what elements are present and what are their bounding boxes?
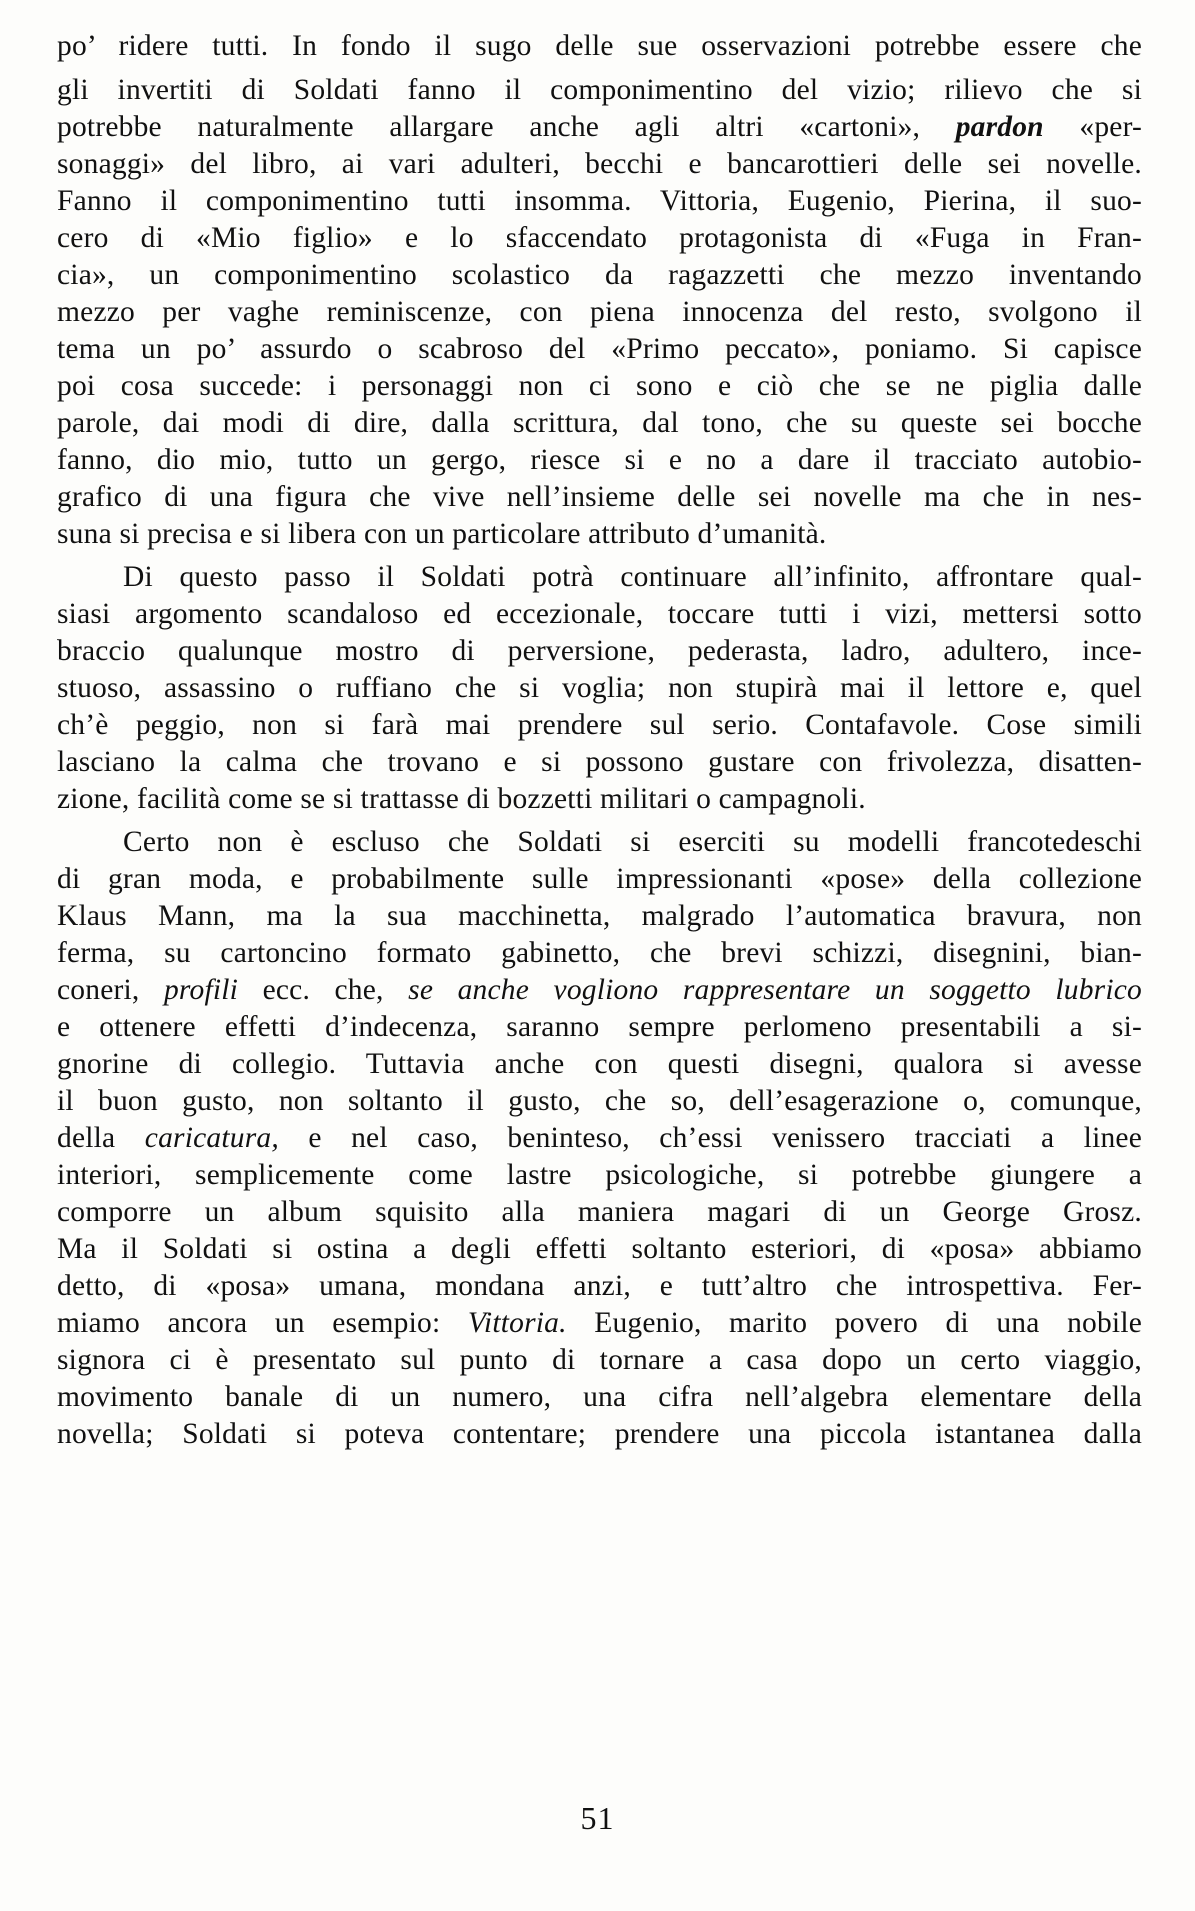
text-line: sonaggi» del libro, ai vari adulteri, becchi e bancarottieri delle sei novelle. [57, 148, 1142, 180]
text-line: grafico di una figura che vive nell’insieme delle sei novelle ma che in nes- [57, 481, 1142, 513]
text-line: po’ ridere tutti. In fondo il sugo delle sue osservazioni potrebbe essere che [57, 30, 1142, 62]
text-line: Fanno il componimentino tutti insomma. Vittoria, Eugenio, Pierina, il suo- [57, 185, 1142, 217]
text-line: il buon gusto, non soltanto il gusto, che so, dell’esagerazione o, comunque, [57, 1085, 1142, 1117]
text-line: parole, dai modi di dire, dalla scrittura, dal tono, che su queste sei bocche [57, 407, 1142, 439]
text-line: comporre un album squisito alla maniera magari di un George Grosz. [57, 1196, 1142, 1228]
text-line: siasi argomento scandaloso ed eccezionale, toccare tutti i vizi, mettersi sotto [57, 598, 1142, 630]
text-line: cero di «Mio figlio» e lo sfaccendato protagonista di «Fuga in Fran- [57, 222, 1142, 254]
text-line: signora ci è presentato sul punto di tornare a casa dopo un certo viaggio, [57, 1344, 1142, 1376]
text-line: movimento banale di un numero, una cifra nell’algebra elementare della [57, 1381, 1142, 1413]
italic-word: caricatura, [144, 1122, 279, 1154]
text-line: ch’è peggio, non si farà mai prendere sul serio. Contafavole. Cose simili [57, 709, 1142, 741]
text-line: Ma il Soldati si ostina a degli effetti soltanto esteriori, di «posa» abbiamo [57, 1233, 1142, 1265]
text-line: stuoso, assassino o ruffiano che si voglia; non stupirà mai il lettore e, quel [57, 672, 1142, 704]
text-line: zione, facilità come se si trattasse di bozzetti militari o campagnoli. [57, 783, 866, 815]
text-line: coneri, profili ecc. che, se anche vogliono rappresentare un soggetto lubrico [57, 974, 1142, 1006]
text-line: suna si precisa e si libera con un particolare attributo d’umanità. [57, 518, 827, 550]
text-line: di gran moda, e probabilmente sulle impressionanti «pose» della collezione [57, 863, 1142, 895]
text-line: Certo non è escluso che Soldati si eserciti su modelli francotedeschi [123, 826, 1142, 858]
text-line: interiori, semplicemente come lastre psicologiche, si potrebbe giungere a [57, 1159, 1142, 1191]
text-line: detto, di «posa» umana, mondana anzi, e tutt’altro che introspettiva. Fer- [57, 1270, 1142, 1302]
text-line: e ottenere effetti d’indecenza, saranno sempre perlomeno presentabili a si- [57, 1011, 1142, 1043]
italic-word: profili [163, 974, 239, 1006]
text-line: tema un po’ assurdo o scabroso del «Primo peccato», poniamo. Si capisce [57, 333, 1142, 365]
text-line: Klaus Mann, ma la sua macchinetta, malgrado l’automatica bravura, non [57, 900, 1142, 932]
text-line: mezzo per vaghe reminiscenze, con piena innocenza del resto, svolgono il [57, 296, 1142, 328]
page-number: 51 [580, 1800, 615, 1836]
text-line: Di questo passo il Soldati potrà continuare all’infinito, affrontare qual- [123, 561, 1142, 593]
text-line: lasciano la calma che trovano e si possono gustare con frivolezza, disatten- [57, 746, 1142, 778]
text-line: ferma, su cartoncino formato gabinetto, che brevi schizzi, disegnini, bian- [57, 937, 1142, 969]
text-line: miamo ancora un esempio: Vittoria. Eugenio, marito povero di una nobile [57, 1307, 1143, 1339]
italic-word: Vittoria. [467, 1307, 567, 1339]
text-line: della caricatura, e nel caso, beninteso, ch’essi venissero tracciati a linee [57, 1122, 1143, 1154]
text-line: fanno, dio mio, tutto un gergo, riesce si e no a dare il tracciato autobio- [57, 444, 1142, 476]
italic-word: pardon [955, 111, 1044, 143]
italic-phrase: se anche vogliono rappresentare un soggetto lubrico [408, 974, 1142, 1006]
text-line: potrebbe naturalmente allargare anche agli altri «cartoni», pardon «per- [57, 111, 1143, 143]
text-line: poi cosa succede: i personaggi non ci sono e ciò che se ne piglia dalle [57, 370, 1142, 402]
text-line: gli invertiti di Soldati fanno il componimentino del vizio; rilievo che si [57, 74, 1142, 106]
text-line: novella; Soldati si poteva contentare; prendere una piccola istantanea dalla [57, 1418, 1142, 1450]
text-line: cia», un componimentino scolastico da ragazzetti che mezzo inventando [57, 259, 1142, 291]
text-line: gnorine di collegio. Tuttavia anche con questi disegni, qualora si avesse [57, 1048, 1142, 1080]
text-line: braccio qualunque mostro di perversione, pederasta, ladro, adultero, ince- [57, 635, 1142, 667]
